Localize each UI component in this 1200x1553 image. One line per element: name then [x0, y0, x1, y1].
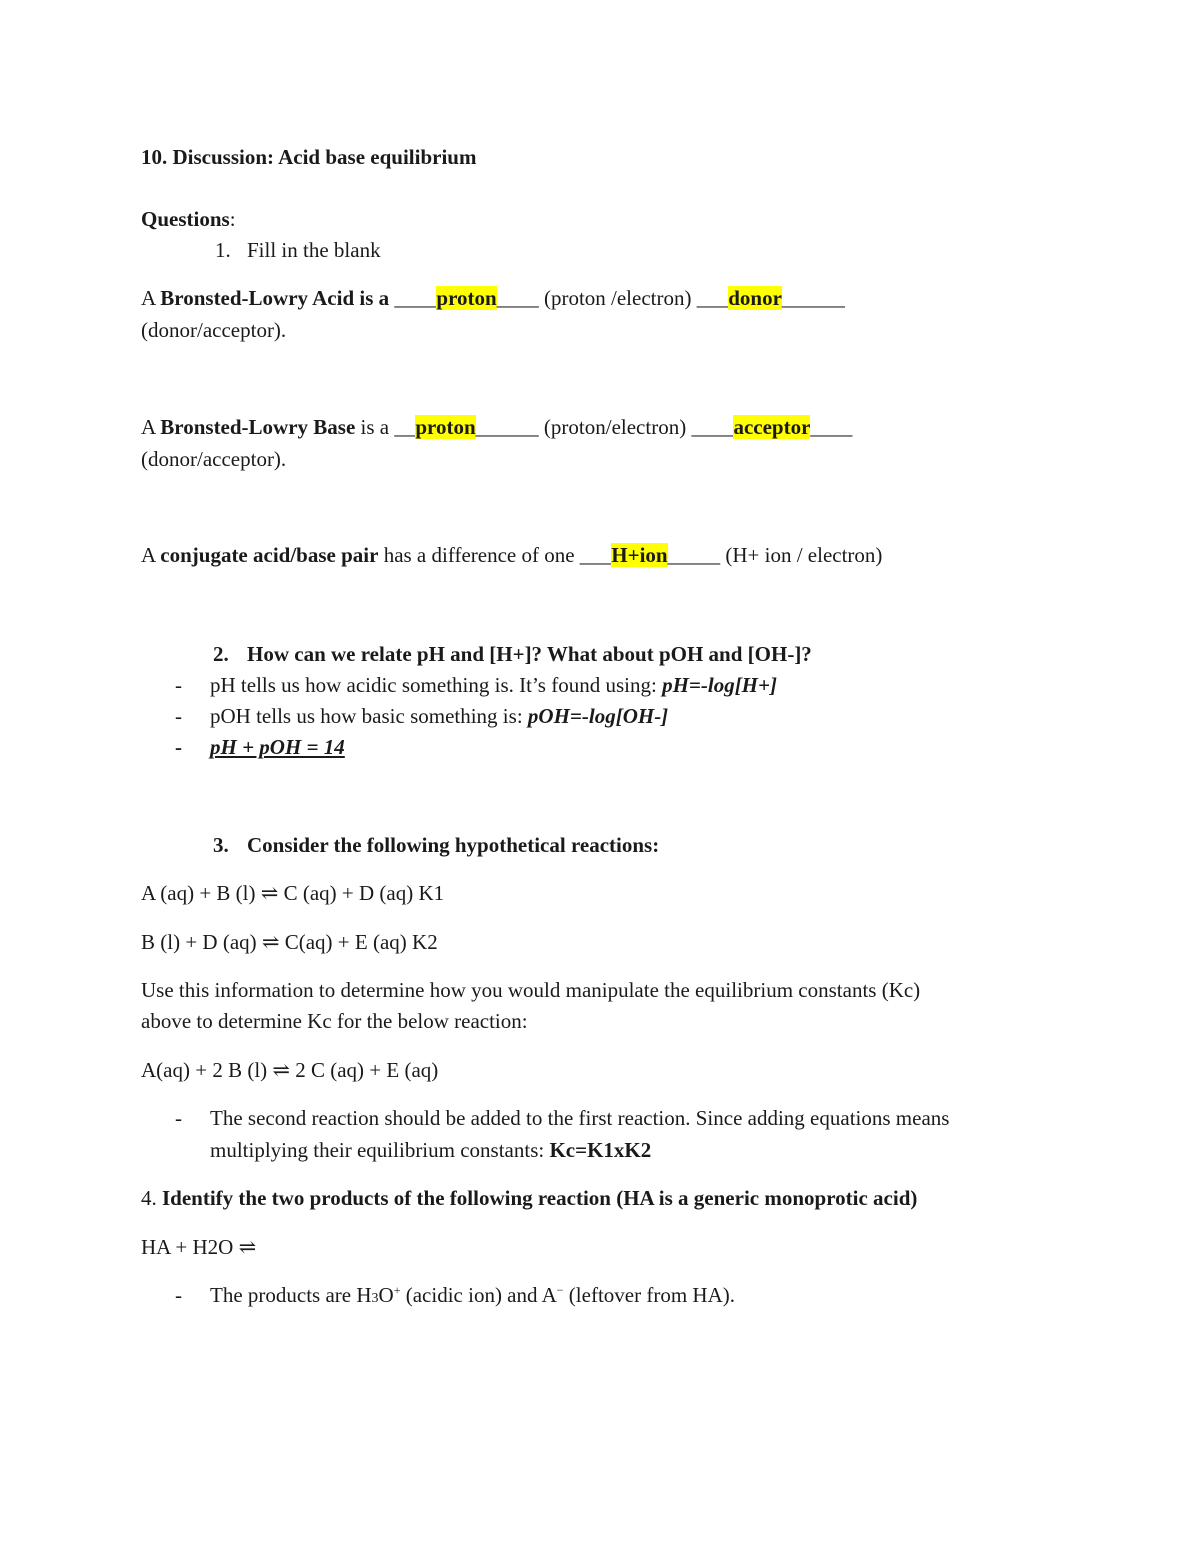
- reaction-ha: HA + H2O ⇌: [141, 1235, 257, 1259]
- acid-definition: A Bronsted-Lowry Acid is a ____proton____ (proton /electron) ___donor______: [141, 286, 845, 310]
- base-definition: A Bronsted-Lowry Base is a __proton______ (proton/electron) ____acceptor____: [141, 415, 853, 439]
- q4-answer: The products are H3O+ (acidic ion) and A− (leftover from HA).: [210, 1283, 735, 1307]
- reaction-2: B (l) + D (aq) ⇌ C(aq) + E (aq) K2: [141, 930, 438, 954]
- question-1-text: Fill in the blank: [247, 238, 381, 262]
- section-heading: 10. Discussion: Acid base equilibrium: [141, 145, 477, 169]
- answer-h-ion: H+ion: [611, 543, 668, 567]
- questions-label: Questions:: [141, 207, 236, 231]
- question-2-number: 2.: [213, 642, 229, 666]
- answer-acceptor: acceptor: [733, 415, 811, 439]
- conjugate-pair-definition: A conjugate acid/base pair has a difference of one ___H+ion_____ (H+ ion / electron): [141, 543, 883, 567]
- bullet-dash: -: [175, 1283, 182, 1307]
- bullet-sum: pH + pOH = 14: [210, 735, 345, 759]
- bullet-poh: pOH tells us how basic something is: pOH=-log[OH-]: [210, 704, 669, 728]
- question-4: 4. Identify the two products of the following reaction (HA is a generic monoprotic acid): [141, 1186, 918, 1210]
- question-2-text: How can we relate pH and [H+]? What about pOH and [OH-]?: [247, 642, 812, 666]
- base-options: (donor/acceptor).: [141, 447, 287, 471]
- target-reaction: A(aq) + 2 B (l) ⇌ 2 C (aq) + E (aq): [141, 1058, 439, 1082]
- acid-options: (donor/acceptor).: [141, 318, 287, 342]
- q3-answer-line-2: multiplying their equilibrium constants: Kc=K1xK2: [210, 1138, 652, 1162]
- q3-instruction-line-2: above to determine Kc for the below reaction:: [141, 1009, 528, 1033]
- q3-instruction-line-1: Use this information to determine how you would manipulate the equilibrium constants (Kc): [141, 978, 921, 1002]
- question-3-text: Consider the following hypothetical reactions:: [247, 833, 660, 857]
- question-1-number: 1.: [215, 238, 231, 262]
- bullet-dash: -: [175, 673, 182, 697]
- answer-donor: donor: [728, 286, 782, 310]
- reaction-1: A (aq) + B (l) ⇌ C (aq) + D (aq) K1: [141, 881, 445, 905]
- answer-proton-acid: proton: [436, 286, 497, 310]
- bullet-ph: pH tells us how acidic something is. It’s found using: pH=-log[H+]: [210, 673, 777, 697]
- bullet-dash: -: [175, 704, 182, 728]
- answer-proton-base: proton: [415, 415, 476, 439]
- q3-answer-line-1: The second reaction should be added to the first reaction. Since adding equations means: [210, 1106, 950, 1130]
- bullet-dash: -: [175, 1106, 182, 1130]
- bullet-dash: -: [175, 735, 182, 759]
- question-3-number: 3.: [213, 833, 229, 857]
